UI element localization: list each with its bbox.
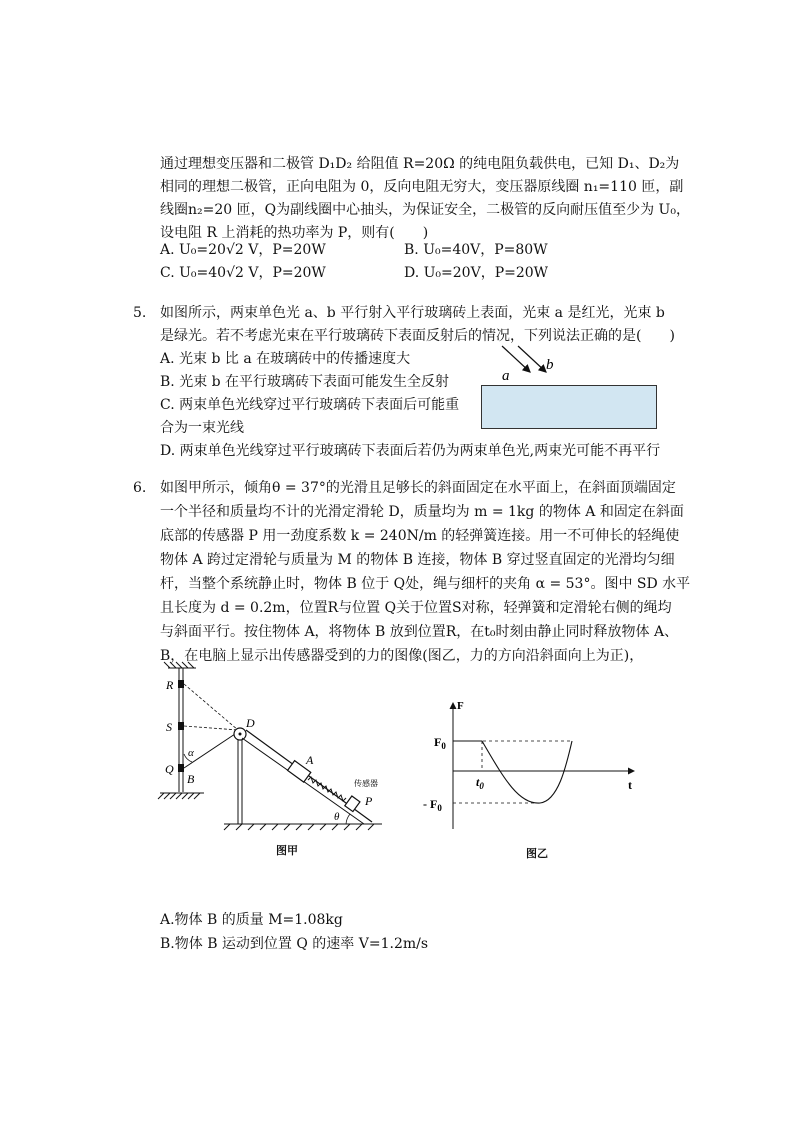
label-t: t xyxy=(628,778,632,792)
q5-option-a[interactable]: A. 光束 b 比 a 在玻璃砖中的传播速度大 xyxy=(160,351,411,367)
q4-line-2: 相同的理想二极管，正向电阻为 0，反向电阻无穷大，变压器原线圈 n₁=110 匝，副 xyxy=(160,179,684,195)
q6-line-6: 且长度为 d = 0.2m，位置R与位置 Q关于位置S对称，轻弹簧和定滑轮右侧的绳均 xyxy=(160,600,672,616)
marker-r xyxy=(178,680,184,688)
ray-a-label: a xyxy=(502,368,510,384)
fig-yi-caption: 图乙 xyxy=(526,847,548,860)
label-sensor: 传感器 xyxy=(354,779,378,788)
marker-s xyxy=(178,722,184,730)
q5-option-d[interactable]: D. 两束单色光线穿过平行玻璃砖下表面后若仍为两束单色光,两束光可能不再平行 xyxy=(160,443,661,459)
label-f0: $F_0$ xyxy=(434,735,446,751)
q6-option-b[interactable]: B.物体 B 运动到位置 Q 的速率 V=1.2m/s xyxy=(160,936,429,952)
theta-arc xyxy=(346,814,350,824)
q4-option-b[interactable]: B. U₀=40V，P=80W xyxy=(404,242,548,258)
q5-line-1: 如图所示，两束单色光 a、b 平行射入平行玻璃砖上表面，光束 a 是红光，光束 b xyxy=(160,305,665,321)
label-s: S xyxy=(166,720,172,734)
q5-line-2: 是绿光。若不考虑光束在平行玻璃砖下表面反射后的情况，下列说法正确的是( ) xyxy=(160,328,675,344)
q5-option-c[interactable]: C. 两束单色光线穿过平行玻璃砖下表面后可能重 xyxy=(160,397,460,413)
line-s-d xyxy=(184,726,238,730)
q6-line-8: B，在电脑上显示出传感器受到的力的图像(图乙，力的方向沿斜面向上为正)， xyxy=(160,648,644,664)
pulley-axle xyxy=(239,733,242,736)
q4-option-c[interactable]: C. U₀=40√2 V，P=20W xyxy=(160,265,326,281)
q6-line-7: 与斜面平行。按住物体 A，将物体 B 放到位置R，在t₀时刻由静止同时释放物体 A、 xyxy=(160,624,679,640)
q4-option-a[interactable]: A. U₀=20√2 V，P=20W xyxy=(160,242,326,258)
ceiling-hatch xyxy=(164,662,196,668)
fig-jia-caption: 图甲 xyxy=(276,844,298,857)
label-p: P xyxy=(365,794,373,808)
label-t0: $t_0$ xyxy=(476,775,484,791)
sensor-p xyxy=(345,796,360,812)
label-r: R xyxy=(166,678,174,692)
label-q: Q xyxy=(165,762,174,776)
q6-line-4: 物体 A 跨过定滑轮与质量为 M 的物体 B 连接，物体 B 穿过竖直固定的光滑均匀细 xyxy=(160,552,675,568)
floor-hatch-left xyxy=(158,793,204,799)
q6-line-3: 底部的传感器 P 用一劲度系数 k = 240N/m 的轻弹簧连接。用一不可伸长的轻绳使 xyxy=(160,528,680,544)
q5-option-c-cont[interactable]: 合为一束光线 xyxy=(160,420,244,436)
q5-option-b[interactable]: B. 光束 b 在平行玻璃砖下表面可能发生全反射 xyxy=(160,374,450,390)
force-curve xyxy=(453,741,572,803)
q5-light-rays xyxy=(490,342,580,388)
label-theta: θ xyxy=(334,811,340,823)
label-b: B xyxy=(187,772,195,786)
marker-q xyxy=(178,764,184,772)
q5-number: 5. xyxy=(133,305,147,321)
label-alpha: α xyxy=(188,747,194,759)
q6-line-5: 杆，当整个系统静止时，物体 B 位于 Q处，绳与细杆的夹角 α = 53°。图中 SD 水平 xyxy=(160,576,691,592)
ray-b xyxy=(518,346,546,372)
q6-number: 6. xyxy=(133,480,147,496)
q6-line-2: 一个半径和质量均不计的光滑定滑轮 D，质量均为 m = 1kg 的物体 A 和固定在斜面 xyxy=(160,504,684,520)
q6-line-1: 如图甲所示，倾角θ = 37°的光滑且足够长的斜面固定在水平面上，在斜面顶端固定 xyxy=(160,480,676,496)
line-r-d xyxy=(184,684,238,730)
q4-line-1: 通过理想变压器和二极管 D₁D₂ 给阻值 R=20Ω 的纯电阻负载供电，已知 D₁、D₂为 xyxy=(160,156,680,172)
label-f: F xyxy=(457,700,464,712)
q6-figure-yi xyxy=(420,695,650,835)
q4-line-4: 设电阻 R 上消耗的热功率为 P，则有( ) xyxy=(160,225,429,241)
floor-hatch-right xyxy=(224,824,382,830)
label-a: A xyxy=(306,753,314,767)
q4-option-d[interactable]: D. U₀=20V，P=20W xyxy=(404,265,549,281)
glass-slab xyxy=(481,385,657,429)
q6-figure-jia xyxy=(150,660,390,840)
q4-line-3: 线圈n₂=20 匝，Q为副线圈中心抽头，为保证安全，二极管的反向耐压值至少为 U₀， xyxy=(160,202,690,218)
label-neg-f0: - $F_0$ xyxy=(423,797,442,813)
label-d: D xyxy=(246,716,255,730)
ray-b-label: b xyxy=(546,357,554,373)
q6-option-a[interactable]: A.物体 B 的质量 M=1.08kg xyxy=(160,912,343,928)
